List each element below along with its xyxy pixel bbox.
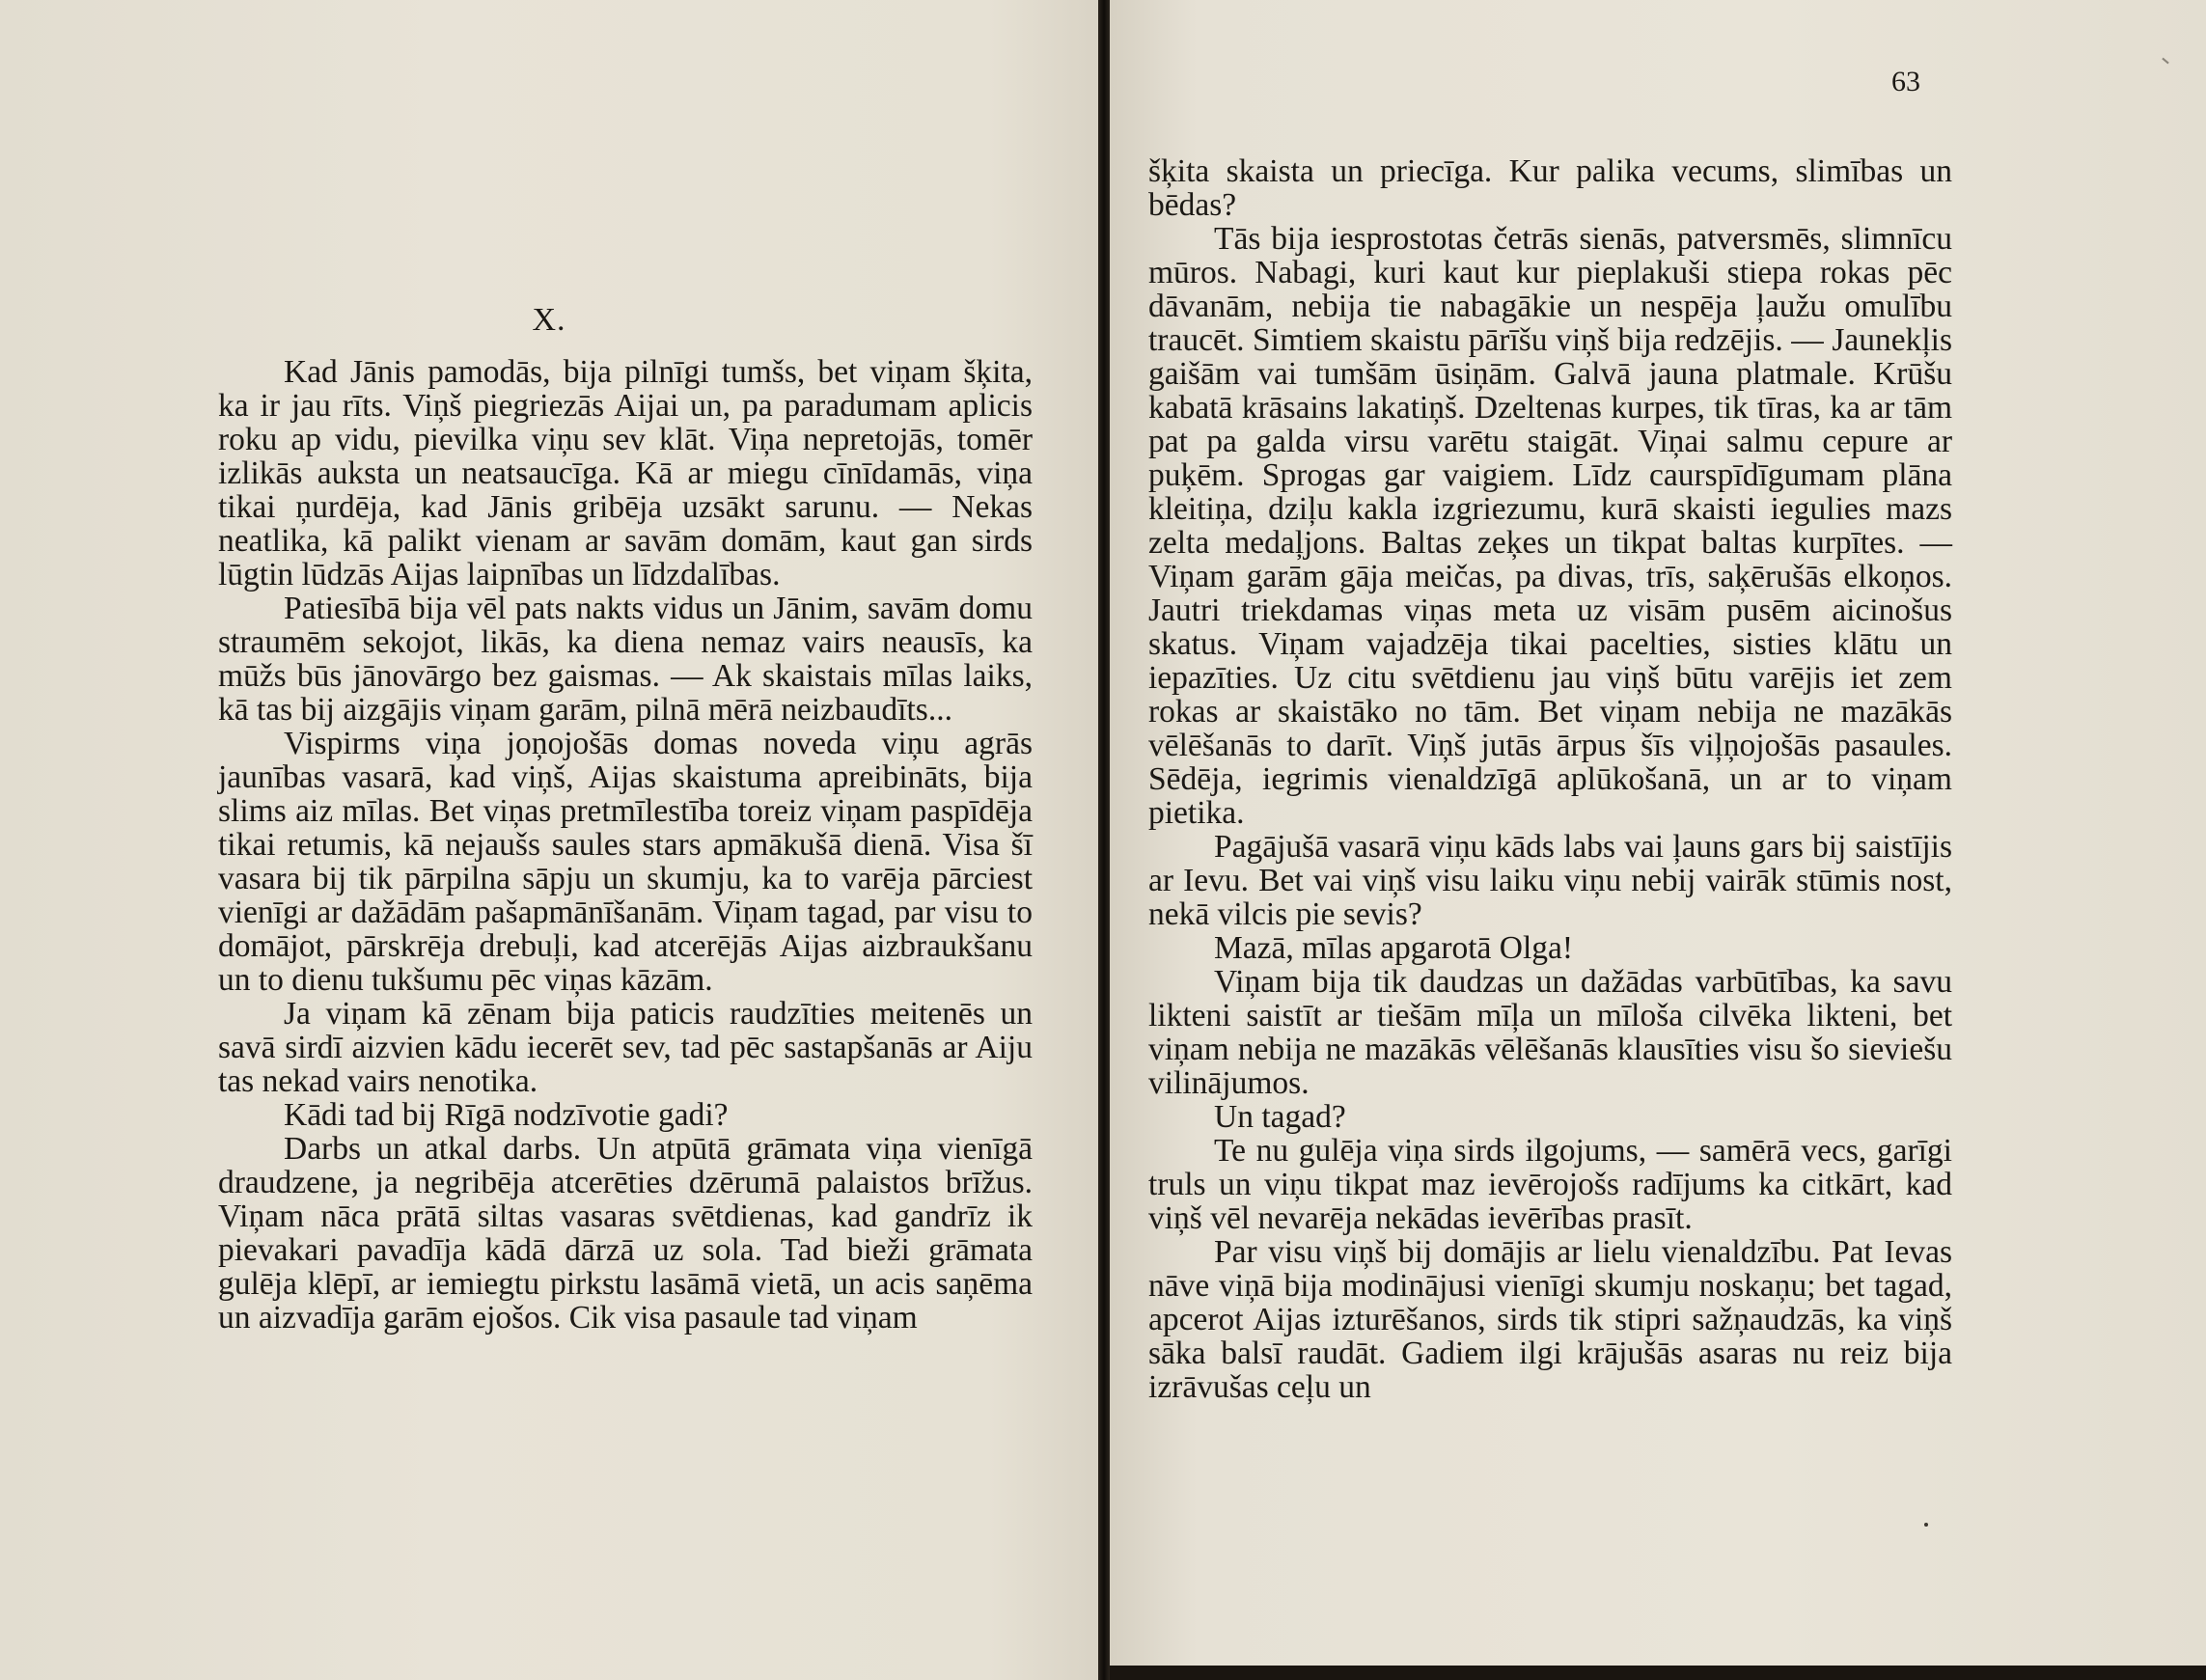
- chapter-title: X.: [532, 302, 566, 338]
- paragraph: Mazā, mīlas apgarotā Olga!: [1214, 930, 1574, 966]
- paragraph: Viņam bija tik daudzas un dažādas varbūtības, ka savu likteni saistīt ar tiešām mīļa un mīloša cilvēka likteni, bet viņam nebija ne mazākās vēlēšanās klausīties visu šo sieviešu vilinājumos.: [1148, 964, 1952, 1101]
- right-page-text: [1148, 154, 1952, 1404]
- paragraph: Vispirms viņa joņojošās domas noveda viņu agrās jaunības vasarā, kad viņš, Aijas skaistuma apreibināts, bija slims aiz mīlas. Bet viņas pretmīlestība toreiz viņam paspīdēja tikai retumis, kā nejaušs saules stars apmākušā dienā. Visa šī vasara bij tik pārpilna sāpju un skumju, ka to varēja pārciest vienīgi ar dažādām pašapmānīšanām. Viņam tagad, par visu to domājot, pārskrēja drebuļi, kad atcerējās Aijas aizbraukšanu un to dienu tukšumu pēc viņas kāzām.: [218, 726, 1033, 998]
- paragraph: Pagājušā vasarā viņu kāds labs vai ļauns gars bij saistījis ar Ievu. Bet vai viņš visu laiku viņu nebij vairāk stūmis nost, nekā vilcis pie sevis?: [1148, 829, 1952, 932]
- paragraph: Patiesībā bija vēl pats nakts vidus un Jānim, savām domu straumēm sekojot, likās, ka diena nemaz vairs neausīs, ka mūžs būs jānovārgo bez gaismas. — Ak skaistais mīlas laiks, kā tas bij aizgājis viņam garām, pilnā mērā neizbaudīts...: [218, 591, 1033, 728]
- paragraph: Un tagad?: [1214, 1099, 1346, 1135]
- paragraph: Tās bija iesprostotas četrās sienās, patversmēs, slimnīcu mūros. Nabagi, kuri kaut kur pieplakuši stiepa rokas pēc dāvanām, nebija tie nabagākie un nespēja ļaužu omulību traucēt. Simtiem skaistu pārīšu viņš bija redzējis. — Jaunekļis gaišām vai tumšām ūsiņām. Galvā jauna platmale. Krūšu kabatā krāsains lakatiņš. Dzeltenas kurpes, tik tīras, ka ar tām pat pa galda virsu varētu staigāt. Viņai salmu cepure ar puķēm. Sprogas gar vaigiem. Līdz caurspīdīgumam plāna kleitiņa, dziļu kakla izgriezumu, kurā skaisti iegulies mazs zelta medaļjons. Baltas zeķes un tikpat baltas kurpītes. — Viņam garām gāja meičas, pa divas, trīs, saķērušās elkoņos. Jautri triekdamas viņas meta uz visām pusēm aicinošus skatus. Viņam vajadzēja tikai pacelties, sisties klātu un iepazīties. Uz citu svētdienu jau viņš būtu varējis iet zem rokas ar skaistāko no tām. Bet viņam nebija ne mazākās vēlēšanās to darīt. Viņš jutās ārpus šīs viļņojošās pasaules. Sēdēja, iegrimis vienaldzīgā aplūkošanā, un ar to viņam pietika.: [1148, 221, 1952, 831]
- paragraph: Ja viņam kā zēnam bija paticis raudzīties meitenēs un savā sirdī aizvien kādu iecerēt sev, tad pēc sastapšanās ar Aiju tas nekad vairs nenotika.: [218, 996, 1033, 1099]
- paragraph: Kādi tad bij Rīgā nodzīvotie gadi?: [284, 1097, 729, 1133]
- paragraph: Par visu viņš bij domājis ar lielu vienaldzību. Pat Ievas nāve viņā bija modinājusi vienīgi skumju noskaņu; bet tagad, apcerot Aijas izturēšanos, sirds tik stipri sažņaudzās, ka viņš sāka balsī raudāt. Gadiem ilgi krājušās asaras nu reiz bija izrāvušas ceļu un: [1148, 1234, 1952, 1405]
- print-speck: [1924, 1523, 1928, 1527]
- left-page: [0, 0, 1098, 1680]
- paragraph: Darbs un atkal darbs. Un atpūtā grāmata viņa vienīgā draudzene, ja negribēja atcerēties dzērumā palaistos brīžus. Viņam nāca prātā siltas vasaras svētdienas, kad gandrīz ik pievakari pavadīja kādā dārzā uz sola. Tad bieži grāmata gulēja klēpī, ar iemiegtu pirkstu lasāmā vietā, un acis saņēma un aizvadīja garām ejošos. Cik visa pasaule tad viņam: [218, 1131, 1033, 1336]
- book-gutter: [1098, 0, 1110, 1680]
- page-number: 63: [1891, 66, 1920, 97]
- left-page-text: [218, 355, 1033, 1335]
- paragraph: Te nu gulēja viņa sirds ilgojums, — samērā vecs, garīgi truls un viņu tikpat maz ievērojošs radījums ka citkārt, kad viņš vēl nevarēja nekādas ievērības prasīt.: [1148, 1133, 1952, 1236]
- paragraph: Kad Jānis pamodās, bija pilnīgi tumšs, bet viņam šķita, ka ir jau rīts. Viņš piegriezās Aijai un, pa paradumam aplicis roku ap vidu, pievilka viņu sev klāt. Viņa nepretojās, tomēr izlikās auksta un neatsaucīga. Kā ar miegu cīnīdamās, viņa tikai ņurdēja, kad Jānis gribēja uzsākt sarunu. — Nekas neatlika, kā palikt vienam ar savām domām, kaut gan sirds lūgtin lūdzās Aijas laipnības un līdzdalības.: [218, 354, 1033, 592]
- paragraph: šķita skaista un priecīga. Kur palika vecums, slimības un bēdas?: [1148, 153, 1952, 223]
